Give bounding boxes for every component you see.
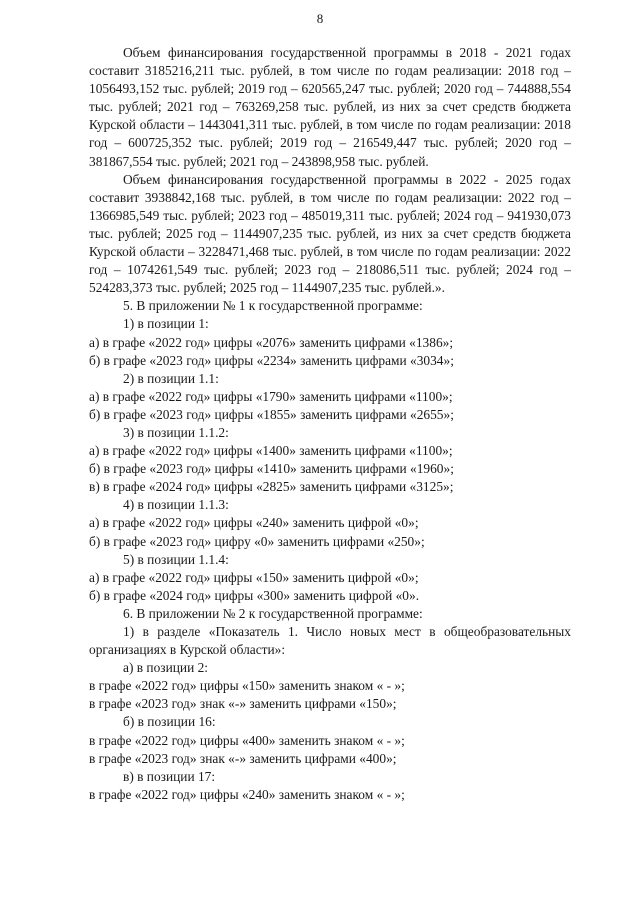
appendix2-item: в графе «2022 год» цифры «400» заменить знаком « - »; — [89, 732, 405, 748]
appendix1-item: б) в графе «2023 год» цифры «2234» заменить цифрами «3034»; — [89, 352, 454, 368]
document-body — [89, 44, 571, 804]
appendix1-item: а) в графе «2022 год» цифры «150» заменить цифрой «0»; — [89, 569, 419, 585]
appendix1-item: б) в графе «2024 год» цифры «300» заменить цифрой «0». — [89, 587, 420, 603]
appendix1-item: 3) в позиции 1.1.2: — [123, 424, 229, 440]
appendix1-item: а) в графе «2022 год» цифры «1790» заменить цифрами «1100»; — [89, 388, 453, 404]
page-number: 8 — [316, 11, 324, 26]
appendix1-heading: 5. В приложении № 1 к государственной программе: — [123, 298, 423, 314]
appendix1-item: а) в графе «2022 год» цифры «2076» заменить цифрами «1386»; — [89, 334, 454, 350]
appendix1-item: б) в графе «2023 год» цифры «1410» заменить цифрами «1960»; — [89, 461, 454, 477]
appendix2-item: в графе «2022 год» цифры «150» заменить знаком « - »; — [89, 678, 405, 694]
appendix2-section: 1) в разделе «Показатель 1. Число новых мест в общеобразовательных организациях в Курской области»: — [89, 624, 571, 658]
finance-2022-2025-paragraph: Объем финансирования государственной программы в 2022 - 2025 годах составит 3938842,168 тыс. рублей, в том числе по годам реализации: 2022 год – 1366985,549 тыс. рублей; 2023 год – 485019,311 тыс. рублей; 2024 год – 941930,073 тыс. рублей; 2025 год – 1144907,235 тыс. рублей, из них за счет средств бюджета Курской области – 3228471,468 тыс. рублей, в том числе по годам реализации: 2022 год – 1074261,549 тыс. рублей; 2023 год – 218086,511 тыс. рублей; 2024 год – 524283,373 тыс. рублей; 2025 год – 1144907,235 тыс. рублей.». — [89, 171, 571, 296]
appendix2-item: в) в позиции 17: — [123, 768, 216, 784]
appendix2-item: в графе «2023 год» знак «-» заменить цифрами «400»; — [89, 750, 397, 766]
appendix1-item: 5) в позиции 1.1.4: — [123, 551, 229, 567]
appendix2-item: а) в позиции 2: — [123, 660, 208, 676]
appendix1-item: 1) в позиции 1: — [123, 316, 209, 332]
finance-2018-2021-paragraph: Объем финансирования государственной программы в 2018 - 2021 годах составит 3185216,211 тыс. рублей, в том числе по годам реализации: 2018 год – 1056493,152 тыс. рублей; 2019 год – 620565,247 тыс. рублей; 2020 год – 744888,554 тыс. рублей; 2021 год – 763269,258 тыс. рублей, из них за счет средств бюджета Курской области – 1443041,311 тыс. рублей, в том числе по годам реализации: 2018 год – 600725,352 тыс. рублей; 2019 год – 216549,447 тыс. рублей; 2020 год – 381867,554 тыс. рублей; 2021 год – 243898,958 тыс. рублей. — [89, 45, 571, 169]
appendix2-item: в графе «2022 год» цифры «240» заменить знаком « - »; — [89, 786, 405, 802]
appendix1-item: 2) в позиции 1.1: — [123, 370, 219, 386]
appendix1-item: 4) в позиции 1.1.3: — [123, 497, 229, 513]
appendix1-item: в) в графе «2024 год» цифры «2825» заменить цифрами «3125»; — [89, 479, 454, 495]
appendix2-heading: 6. В приложении № 2 к государственной программе: — [123, 605, 423, 621]
appendix2-item: б) в позиции 16: — [123, 714, 216, 730]
appendix1-item: а) в графе «2022 год» цифры «240» заменить цифрой «0»; — [89, 515, 419, 531]
appendix1-item: б) в графе «2023 год» цифры «1855» заменить цифрами «2655»; — [89, 406, 454, 422]
appendix2-item: в графе «2023 год» знак «-» заменить цифрами «150»; — [89, 696, 397, 712]
appendix1-item: а) в графе «2022 год» цифры «1400» заменить цифрами «1100»; — [89, 443, 453, 459]
appendix1-item: б) в графе «2023 год» цифру «0» заменить цифрами «250»; — [89, 533, 425, 549]
